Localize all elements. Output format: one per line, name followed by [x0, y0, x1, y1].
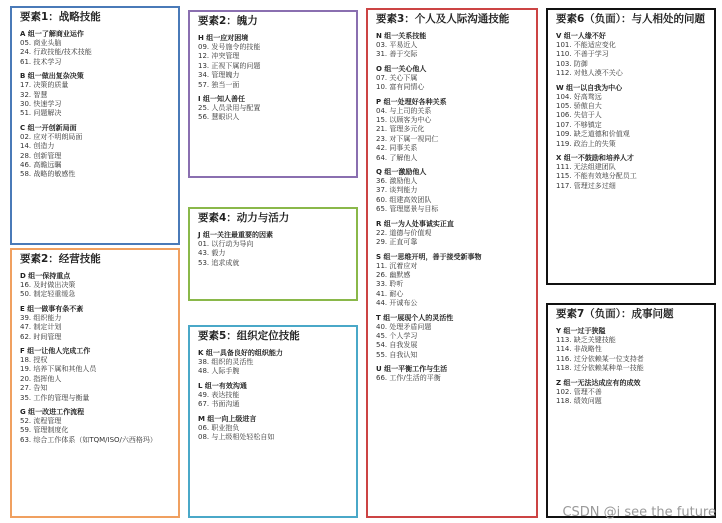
competency-item: 46. 高瞻远瞩 — [20, 161, 62, 170]
competency-item: 56. 慧眼识人 — [198, 113, 240, 122]
competency-item: 35. 工作的管理与衡量 — [20, 393, 90, 402]
group-title: J 组一关注最重要的因素 — [198, 231, 274, 239]
competency-item: 53. 追求成就 — [198, 258, 240, 267]
competency-item: 36. 激励他人 — [376, 177, 418, 186]
competency-item: 65. 管理愿景与目标 — [376, 205, 439, 214]
competency-item: 62. 时间管理 — [20, 332, 62, 341]
group-title: I 组一知人善任 — [198, 95, 246, 104]
competency-item: 101. 不能适应变化 — [556, 41, 616, 49]
competency-group — [198, 230, 350, 268]
competency-group — [556, 326, 708, 374]
competency-item: 45. 个人学习 — [376, 331, 418, 340]
competency-item: 111. 无法组建团队 — [556, 163, 616, 172]
competency-item: 59. 管理制度化 — [20, 426, 69, 435]
group-title: A 组一了解商业运作 — [20, 30, 84, 38]
competency-item: 43. 毅力 — [198, 249, 226, 258]
competency-item: 32. 智慧 — [20, 90, 48, 99]
competency-item: 50. 制定轻重缓急 — [20, 290, 76, 299]
competency-item: 13. 正视下属的问题 — [198, 61, 261, 70]
competency-item: 51. 问题解决 — [20, 109, 62, 118]
competency-item: 102. 管理不善 — [556, 387, 602, 396]
group-title: P 组一处理好各种关系 — [376, 97, 447, 106]
element-5-organizational-positioning-box — [188, 325, 358, 518]
competency-group — [20, 304, 172, 342]
competency-item: 64. 了解他人 — [376, 153, 418, 162]
group-title: T 组一展现个人的灵活性 — [376, 313, 454, 322]
box-title: 要素5：组织定位技能 — [198, 330, 300, 342]
competency-item: 41. 耐心 — [376, 289, 404, 298]
competency-item: 38. 组织的灵活性 — [198, 358, 254, 366]
group-title: W 组一以自我为中心 — [556, 83, 623, 92]
competency-item: 34. 管理魄力 — [198, 71, 240, 80]
competency-item: 67. 书面沟通 — [198, 400, 240, 409]
competency-item: 31. 善于交际 — [376, 50, 418, 59]
competency-item: 47. 制定计划 — [20, 323, 62, 332]
box-title: 要素7（负面）：成事问题 — [556, 308, 674, 320]
group-title: M 组一向上级进言 — [198, 414, 257, 423]
competency-group — [198, 33, 350, 90]
competency-item: 11. 沉着应对 — [376, 261, 418, 270]
competency-group — [556, 153, 708, 191]
watermark-text: CSDN @i see the future — [562, 505, 716, 520]
competency-group — [376, 313, 530, 361]
competency-group — [376, 252, 530, 309]
box-title: 要素2：魄力 — [198, 15, 258, 27]
competency-item: 04. 与上司的关系 — [376, 106, 432, 115]
box-title: 要素3：个人及人际沟通技能 — [376, 13, 510, 25]
group-title: D 组一保持重点 — [20, 272, 71, 280]
competency-item: 14. 创造力 — [20, 142, 55, 151]
group-title: Z 组一无法达成应有的成效 — [556, 378, 641, 387]
competency-group — [556, 378, 708, 407]
competency-item: 109. 缺乏道德和价值观 — [556, 130, 630, 139]
competency-item: 19. 培养下属和其他人员 — [20, 365, 97, 374]
competency-item: 107. 不够镇定 — [556, 120, 602, 129]
group-title: Q 组一激励他人 — [376, 168, 427, 177]
competency-item: 17. 决策的质量 — [20, 81, 69, 90]
competency-item: 01. 以行动为导向 — [198, 240, 254, 248]
competency-item: 08. 与上级相处轻松自如 — [198, 433, 275, 442]
competency-group — [556, 83, 708, 149]
group-title: F 组一让他人完成工作 — [20, 347, 91, 356]
competency-item: 118. 过分依赖某种单一技能 — [556, 364, 644, 373]
competency-group — [20, 29, 172, 67]
box-title: 要素4：动力与活力 — [198, 212, 290, 224]
competency-group — [20, 71, 172, 119]
competency-item: 20. 指挥他人 — [20, 374, 62, 383]
competency-item: 21. 管理多元化 — [376, 125, 425, 134]
competency-item: 40. 处理矛盾问题 — [376, 322, 432, 331]
box-title: 要素6（负面）：与人相处的问题 — [556, 13, 706, 25]
competency-item: 39. 组织能力 — [20, 313, 62, 322]
competency-item: 33. 聆听 — [376, 280, 404, 289]
competency-item: 118. 绩效问题 — [556, 397, 602, 406]
competency-group — [20, 271, 172, 300]
competency-item: 10. 富有同情心 — [376, 83, 425, 92]
group-title: H 组一应对困境 — [198, 34, 249, 42]
group-title: X 组一不鼓励和培养人才 — [556, 154, 634, 163]
competency-group — [376, 64, 530, 93]
competency-group — [376, 364, 530, 383]
competency-item: 57. 独当一面 — [198, 80, 240, 89]
competency-group — [376, 167, 530, 215]
competency-group — [20, 346, 172, 403]
competency-item: 12. 冲突管理 — [198, 52, 240, 61]
competency-item: 49. 表达技能 — [198, 390, 240, 399]
competency-group — [556, 31, 708, 79]
group-title: K 组一具备良好的组织能力 — [198, 349, 283, 357]
competency-item: 115. 不能有效地分配员工 — [556, 172, 637, 181]
competency-item: 48. 人际手腕 — [198, 367, 240, 376]
group-title: C 组一开创新局面 — [20, 123, 77, 132]
group-title: B 组一做出复杂决策 — [20, 72, 84, 81]
competency-item: 52. 流程管理 — [20, 417, 62, 426]
competency-item: 27. 告知 — [20, 384, 48, 393]
group-title: Y 组一过于狭隘 — [556, 327, 606, 335]
element-7-negative-execution-problems-box — [546, 303, 716, 518]
competency-item: 103. 防御 — [556, 59, 588, 68]
competency-item: 61. 技术学习 — [20, 57, 62, 66]
group-title: U 组一平衡工作与生活 — [376, 365, 448, 374]
competency-item: 63. 综合工作体系（如TQM/ISO/六西格玛） — [20, 435, 157, 444]
competency-item: 116. 过分依赖某一位支持者 — [556, 354, 644, 363]
competency-group — [20, 123, 172, 180]
competency-item: 66. 工作/生活的平衡 — [376, 374, 441, 383]
competency-group — [198, 348, 350, 377]
group-title: L 组一有效沟通 — [198, 381, 247, 390]
group-title: V 组一人缘不好 — [556, 32, 606, 40]
competency-item: 54. 自我发展 — [376, 341, 418, 350]
competency-item: 24. 行政技能/技术技能 — [20, 48, 92, 57]
competency-item: 22. 道德与价值观 — [376, 228, 432, 237]
competency-item: 55. 自我认知 — [376, 350, 418, 359]
element-1-strategic-skills-box — [10, 6, 180, 245]
competency-item: 113. 缺乏关键技能 — [556, 336, 616, 344]
competency-group — [20, 407, 172, 445]
competency-item: 117. 管理过多过细 — [556, 181, 616, 190]
competency-group — [376, 97, 530, 163]
competency-item: 105. 骄傲自大 — [556, 102, 602, 111]
competency-item: 05. 商业头脑 — [20, 39, 62, 47]
competency-item: 30. 快速学习 — [20, 100, 62, 109]
competency-item: 02. 应对不明朗局面 — [20, 132, 83, 141]
competency-group — [376, 31, 530, 60]
competency-group — [198, 414, 350, 443]
competency-group — [198, 94, 350, 123]
group-title: G 组一改进工作流程 — [20, 408, 85, 417]
competency-item: 37. 谈判能力 — [376, 186, 418, 195]
element-2-operating-skills-box — [10, 248, 180, 518]
competency-item: 106. 失信于人 — [556, 111, 602, 120]
competency-item: 110. 不善于学习 — [556, 50, 609, 59]
competency-item: 26. 幽默感 — [376, 270, 411, 279]
competency-item: 15. 以顾客为中心 — [376, 116, 432, 125]
element-6-negative-relationship-problems-box — [546, 8, 716, 285]
competency-item: 58. 战略的敏感性 — [20, 170, 76, 179]
competency-item: 28. 创新管理 — [20, 151, 62, 160]
competency-item: 60. 组建高效团队 — [376, 195, 432, 204]
group-title: R 组一为人处事诚实正直 — [376, 219, 454, 228]
competency-item: 112. 对他人漠不关心 — [556, 69, 623, 78]
competency-item: 18. 授权 — [20, 356, 48, 365]
competency-item: 25. 人员录用与配置 — [198, 104, 261, 113]
group-title: O 组一关心他人 — [376, 64, 427, 73]
competency-group — [198, 381, 350, 410]
competency-item: 03. 平易近人 — [376, 41, 418, 49]
group-title: S 组一思维开明，善于接受新事物 — [376, 252, 482, 261]
group-title: E 组一做事有条不紊 — [20, 304, 84, 313]
competency-item: 09. 发号施令的技能 — [198, 43, 261, 51]
element-4-energy-drive-box — [188, 207, 358, 301]
competency-item: 07. 关心下属 — [376, 73, 418, 82]
element-2-courage-box — [188, 10, 358, 178]
competency-item: 06. 职业抱负 — [198, 423, 240, 432]
box-title: 要素2：经营技能 — [20, 253, 101, 265]
competency-group — [376, 219, 530, 248]
competency-item: 42. 同事关系 — [376, 144, 418, 153]
competency-item: 23. 对下属一视同仁 — [376, 134, 439, 143]
competency-item: 16. 及时做出决策 — [20, 281, 76, 289]
group-title: N 组一关系技能 — [376, 32, 427, 40]
element-3-interpersonal-skills-box — [366, 8, 538, 518]
competency-item: 114. 非战略性 — [556, 345, 602, 354]
competency-item: 44. 开诚布公 — [376, 299, 418, 308]
competency-item: 119. 政治上的失策 — [556, 139, 616, 148]
competency-item: 29. 正直可靠 — [376, 238, 418, 247]
competency-item: 104. 好高骛远 — [556, 92, 602, 101]
box-title: 要素1：战略技能 — [20, 11, 101, 23]
